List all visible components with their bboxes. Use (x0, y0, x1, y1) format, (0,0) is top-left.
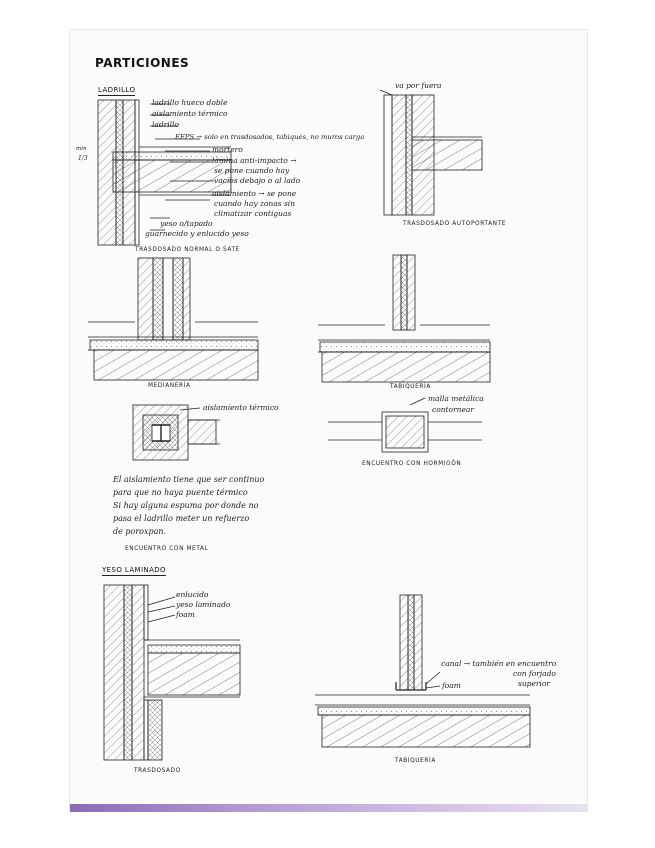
caption-trasdosado-normal: TRASDOSADO NORMAL O SATE (135, 247, 240, 253)
label-guarnecido: guarnecido y enlucido yeso (145, 229, 249, 238)
caption-trasdosado-autoportante: TRASDOSADO AUTOPORTANTE (403, 221, 506, 227)
label-superior: superior (518, 679, 551, 688)
label-yeso-tapado: yeso o/tapado (160, 219, 213, 228)
caption-tabiqueria-2: TABIQUERÍA (395, 758, 436, 764)
label-ladrillo: ladrillo (152, 120, 179, 129)
section-ladrillo: LADRILLO (98, 86, 136, 94)
drawing-tabiqueria-1 (318, 255, 490, 382)
caption-encuentro-metal: ENCUENTRO CON METAL (125, 546, 209, 552)
note-line-2: para que no haya puente térmico (113, 488, 248, 497)
label-foam-1: foam (176, 610, 195, 619)
label-aislamiento-2: cuando hay zonas sin (214, 199, 296, 208)
caption-medianeria: MEDIANERÍA (148, 383, 191, 389)
caption-tabiqueria-1: TABIQUERÍA (390, 384, 431, 390)
label-contornear: contornear (432, 405, 474, 414)
label-mortero: mortero (212, 145, 243, 154)
section-yeso-laminado: YESO LAMINADO (102, 566, 166, 574)
label-aislamiento-metal: aislamiento térmico (203, 403, 279, 412)
drawing-trasdosado-autoportante (380, 90, 482, 215)
label-foam-2: foam (442, 681, 461, 690)
side-note-fraction: 1/3 (78, 155, 88, 162)
label-enlucido: enlucido (176, 590, 209, 599)
label-lamina-2: se pone cuando hay (214, 166, 290, 175)
label-yeso-laminado: yeso laminado (176, 600, 231, 609)
label-con-forjado: con forjado (513, 669, 556, 678)
label-canal: canal → también en encuentro (441, 659, 557, 668)
side-note-min: min (76, 146, 87, 152)
label-aislamiento-termico: aislamiento térmico (152, 109, 228, 118)
note-line-4: pasa el ladrillo meter un refuerzo (113, 514, 250, 523)
drawing-tabiqueria-2 (315, 595, 530, 747)
label-eeps: EEPS → solo en trasdosados, tabiques, no muros carga (175, 133, 365, 141)
caption-trasdosado-yeso: TRASDOSADO (134, 768, 181, 774)
label-malla-metalica: malla metálica (428, 394, 484, 403)
drawing-trasdosado-yeso (104, 585, 240, 760)
drawing-encuentro-metal (133, 405, 220, 460)
label-lamina-3: vacíos debajo o al lado (214, 176, 301, 185)
label-aislamiento-1: aislamiento → se pone (212, 189, 297, 198)
label-ladrillo-hueco: ladrillo hueco doble (152, 98, 228, 107)
drawing-medianeria (88, 258, 258, 380)
page-title: PARTICIONES (95, 56, 190, 70)
label-lamina-1: lámina anti-impacto → (212, 156, 297, 165)
caption-encuentro-hormigon: ENCUENTRO CON HORMIGÓN (362, 461, 462, 467)
label-va-por-fuera: va por fuera (395, 81, 442, 90)
label-aislamiento-3: climatizar contiguas (214, 209, 292, 218)
note-line-5: de poroxpan. (113, 527, 167, 536)
note-line-1: El aislamiento tiene que ser continuo (113, 475, 265, 484)
note-line-3: Si hay alguna espuma por donde no (113, 501, 259, 510)
